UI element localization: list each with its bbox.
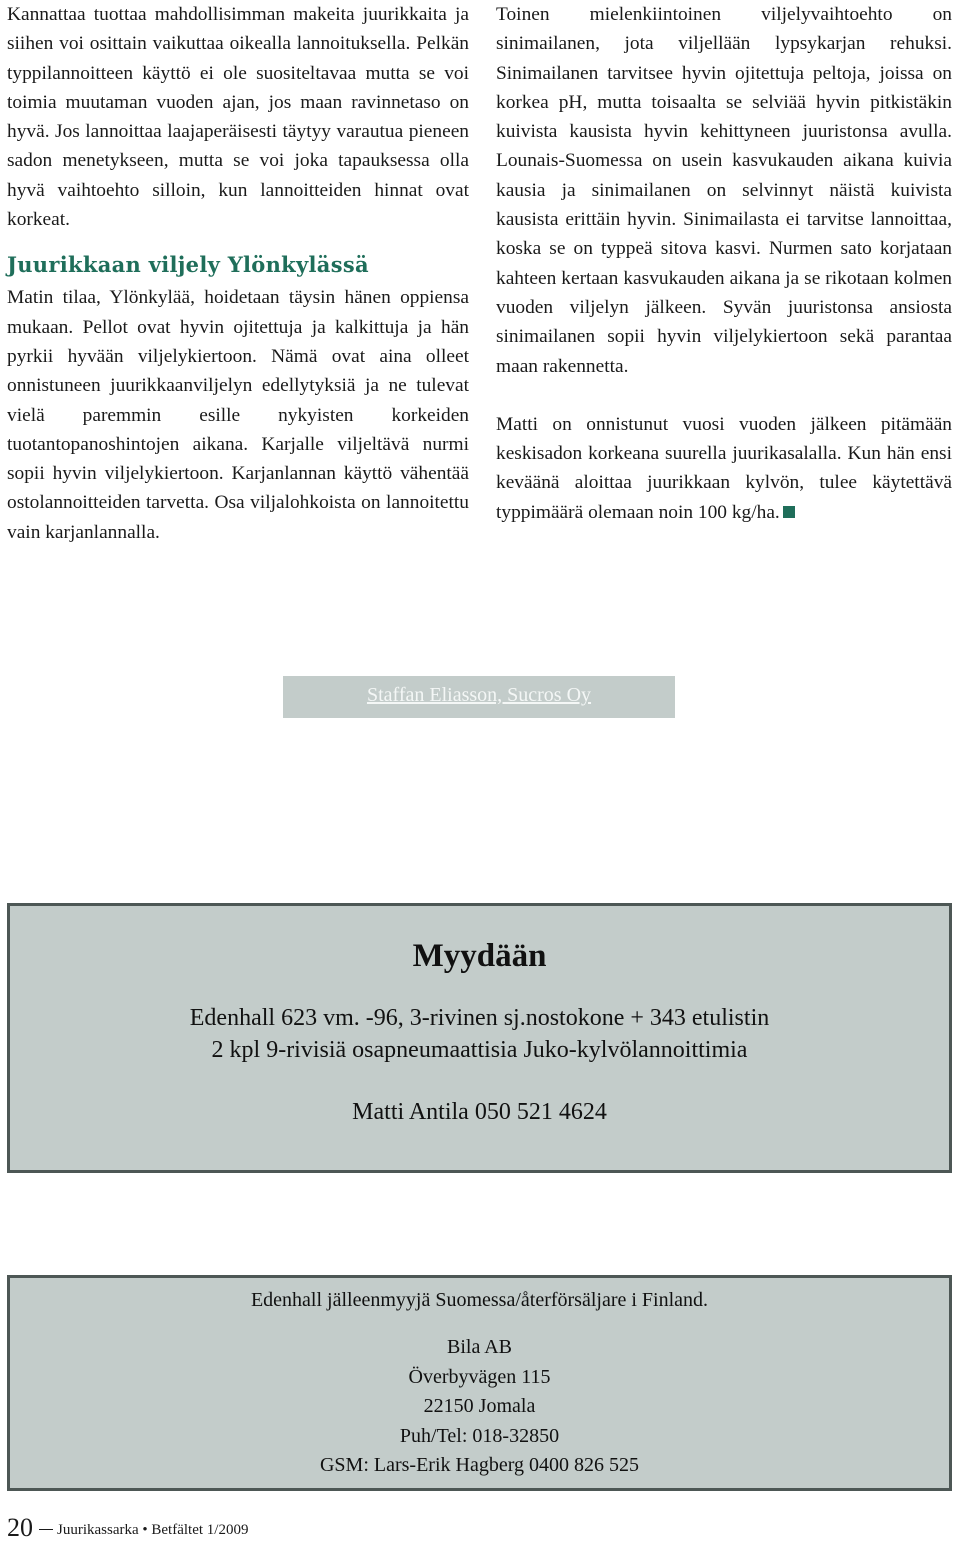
dealer-ad: [7, 1275, 952, 1491]
section-heading: Juurikkaan viljely Ylönkylässä: [7, 252, 369, 278]
for-sale-ad: [7, 903, 952, 1173]
dealer-address: [10, 1333, 949, 1481]
ad-contact: Matti Antila 050 521 4624: [352, 1099, 607, 1125]
end-of-article-square-icon: [783, 506, 795, 518]
ad-item-line-1: Edenhall 623 vm. -96, 3-rivinen sj.nostokone + 343 etulistin: [189, 1005, 770, 1031]
closing-text: Matti on onnistunut vuosi vuoden jälkeen pitämään keskisadon korkeana suurella juurikasalalla. Kun hän ensi keväänä aloittaa juurikkaan kylvön, tulee käytettävä typpimäärä olemaan noin 100 kg/ha.: [496, 413, 952, 523]
closing-paragraph: [496, 410, 952, 527]
left-column: [7, 0, 469, 547]
ad-item-line-2: 2 kpl 9-rivisiä osapneumaattisia Juko-kylvölannoittimia: [211, 1037, 748, 1063]
author-caption[interactable]: Staffan Eliasson, Sucros Oy: [283, 676, 675, 718]
right-column: [496, 0, 952, 527]
dealer-heading: Edenhall jälleenmyyjä Suomessa/återförsäljare i Finland.: [250, 1289, 709, 1311]
dealer-street: Överbyvägen 115: [408, 1365, 551, 1388]
body-paragraph: Matin tilaa, Ylönkylää, hoidetaan täysin hänen oppiensa mukaan. Pellot ovat hyvin ojitettuja ja kalkittuja ja hän pyrkii hyvään viljelykiertoon. Nämä ovat aina olleet onnistuneen juurikkaanviljelyn edellytyksiä ja ne tulevat vielä paremmin esille nykyisten korkeiden tuotantopanoshintojen aikana. Karjalle viljeltävä nurmi sopii hyvin viljelykiertoon. Karjanlannan käyttö vähentää ostolannoitteiden tarvetta. Osa viljalohkoista on lannoitettu vain karjanlannalla.: [7, 287, 469, 543]
dealer-postal: 22150 Jomala: [423, 1395, 536, 1417]
publication-name: Juurikassarka • Betfältet 1/2009: [57, 1522, 249, 1538]
dealer-company: Bila AB: [446, 1336, 512, 1358]
intro-paragraph: Kannattaa tuottaa mahdollisimman makeita juurikkaita ja siihen voi osittain vaikuttaa oikealla lannoituksella. Pelkän typpilannoitteen käyttö ei ole suositeltavaa mutta se voi toimia muutaman vuoden ajan, jos maan ravinnetaso on hyvä. Jos lannoittaa laajaperäisesti täytyy varautua pieneen sadon menetykseen, mutta se voi joka tapauksessa olla hyvä vaihtoehto silloin, kun lannoitteiden hinnat ovat korkeat.: [7, 4, 469, 231]
page-footer: [7, 1513, 248, 1543]
page-number: 20: [7, 1513, 33, 1542]
footer-dash: [39, 1529, 53, 1530]
dealer-phone: Puh/Tel: 018-32850: [399, 1424, 560, 1447]
ad-title: Myydään: [412, 938, 547, 974]
dealer-gsm: GSM: Lars-Erik Hagberg 0400 826 525: [319, 1454, 640, 1476]
body-paragraph-alfalfa: Toinen mielenkiintoinen viljelyvaihtoehto on sinimailanen, jota viljellään lypsykarjan rehuksi. Sinimailanen tarvitsee hyvin ojitettuja peltoja, joissa on korkea pH, mutta toisaalta se selviää hyvin pitkistäkin kuivista kausista hyvin kehittyneen juuristonsa avulla. Lounais-Suomessa on usein kasvukauden aikana kuivia kausia ja sinimailanen on selvinnyt näistä kuivista kausista erittäin hyvin. Sinimailasta ei tarvitse lannoittaa, koska se on typpeä sitova kasvi. Nurmen sato korjataan kahteen kertaan kasvukauden aikana ja se rikotaan kolmen vuoden viljelyn jälkeen. Syvän juuristonsa ansiosta sinimailanen sopii hyvin viljelykiertoon sekä parantaa maan rakennetta.: [496, 4, 952, 377]
